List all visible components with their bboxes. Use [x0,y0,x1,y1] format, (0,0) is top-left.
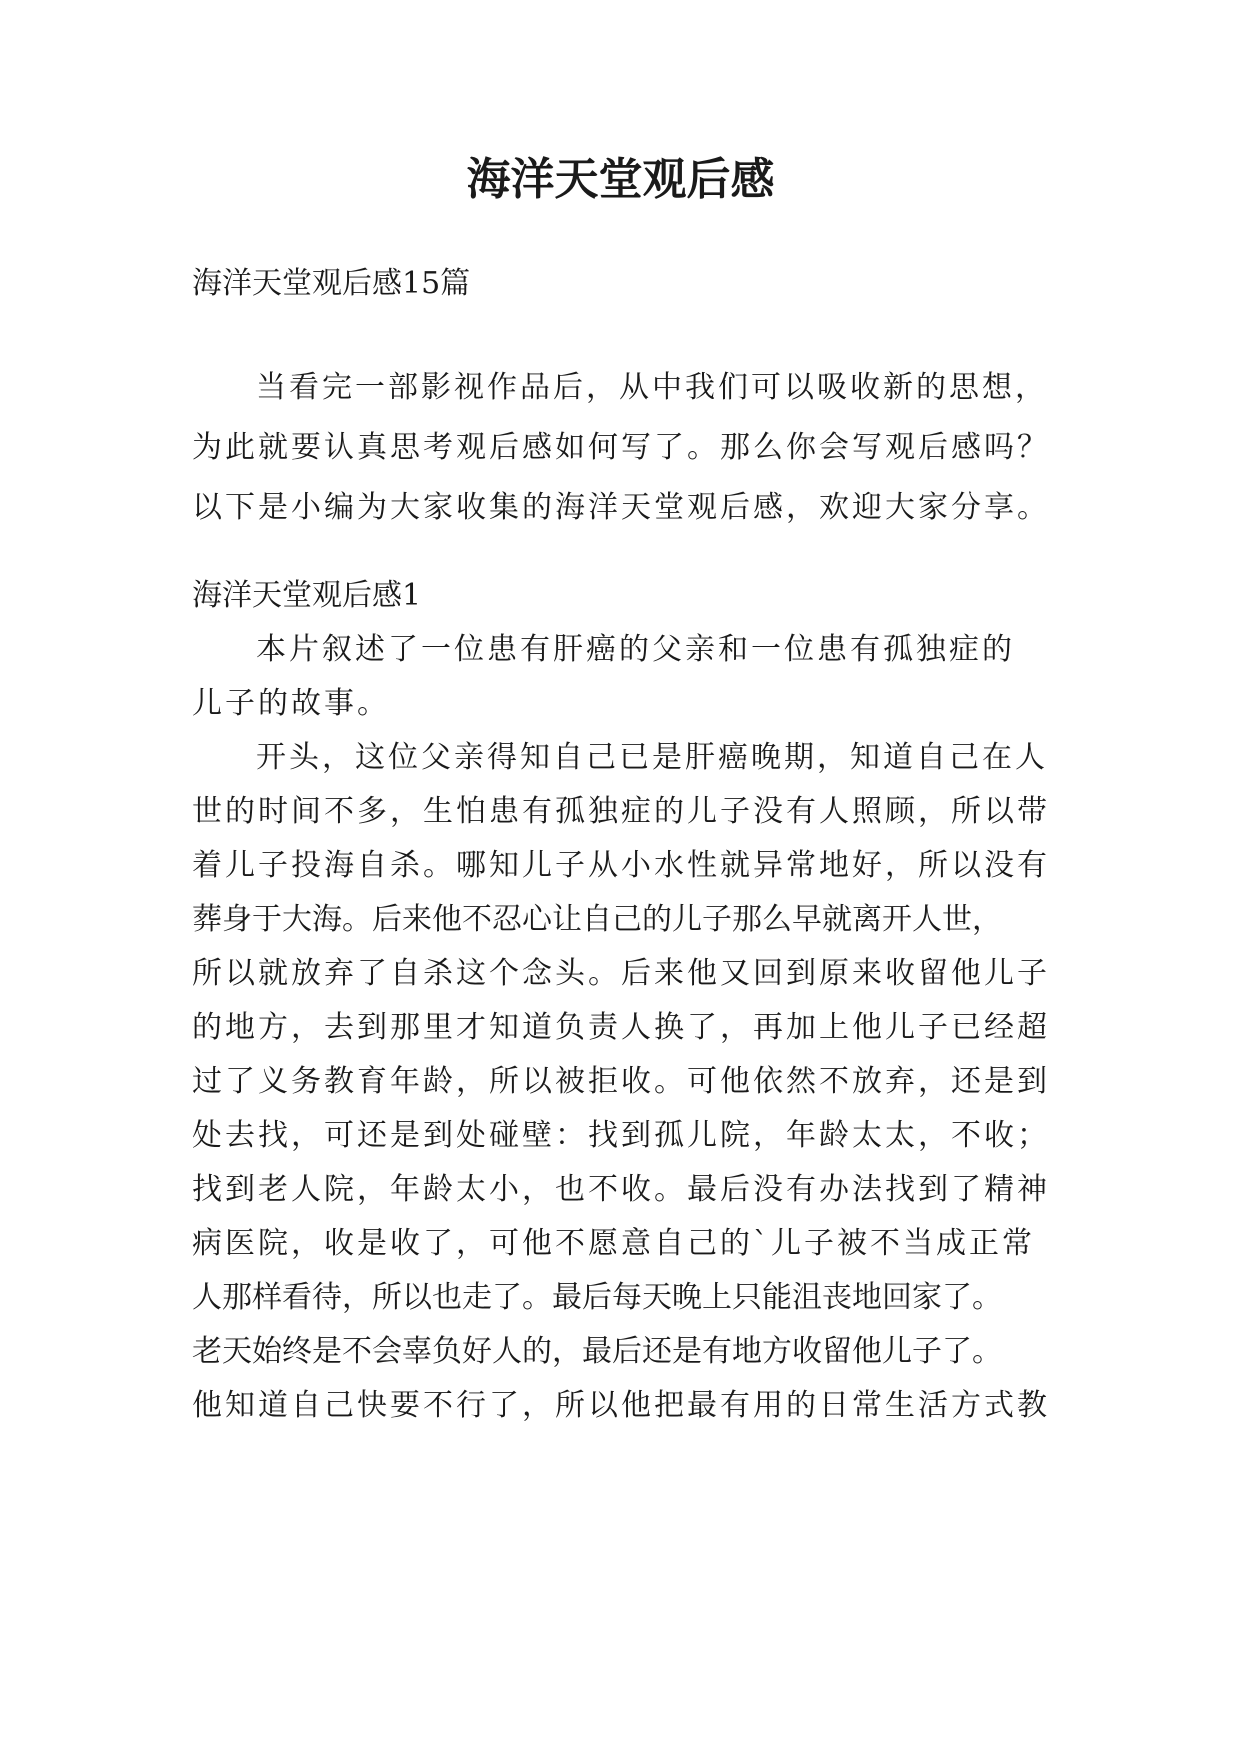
document-subtitle: 海洋天堂观后感15篇 [192,266,471,301]
section-1-para-1-line-2: 儿子的故事。 [192,686,390,721]
section-1-para-2-line-3: 着儿子投海自杀。哪知儿子从小水性就异常地好，所以没有 [192,848,1050,883]
section-1-para-2-line-4: 葬身于大海。后来他不忍心让自己的儿子那么早就离开人世， [192,902,1002,937]
intro-line-3: 以下是小编为大家收集的海洋天堂观后感，欢迎大家分享。 [192,490,1050,525]
intro-line-1: 当看完一部影视作品后，从中我们可以吸收新的思想， [256,370,1048,405]
section-1-para-2-line-5: 所以就放弃了自杀这个念头。后来他又回到原来收留他儿子 [192,956,1050,991]
section-1-para-2-line-1: 开头，这位父亲得知自己已是肝癌晚期，知道自己在人 [256,740,1048,775]
section-1-para-2-line-10: 病医院，收是收了，可他不愿意自己的`儿子被不当成正常 [192,1226,1035,1261]
section-1-para-2-line-12: 老天始终是不会辜负好人的，最后还是有地方收留他儿子了。 [192,1334,1002,1369]
section-1-para-2-line-7: 过了义务教育年龄，所以被拒收。可他依然不放弃，还是到 [192,1064,1050,1099]
section-1-heading: 海洋天堂观后感1 [192,578,422,613]
section-1-para-2-line-13: 他知道自己快要不行了，所以他把最有用的日常生活方式教 [192,1388,1050,1423]
section-1-para-2-line-6: 的地方，去到那里才知道负责人换了，再加上他儿子已经超 [192,1010,1050,1045]
document-title: 海洋天堂观后感 [466,154,775,205]
section-1-para-1-line-1: 本片叙述了一位患有肝癌的父亲和一位患有孤独症的 [256,632,1015,667]
section-1-para-2-line-11: 人那样看待，所以也走了。最后每天晚上只能沮丧地回家了。 [192,1280,1002,1315]
section-1-para-2-line-9: 找到老人院，年龄太小，也不收。最后没有办法找到了精神 [192,1172,1050,1207]
section-1-para-2-line-2: 世的时间不多，生怕患有孤独症的儿子没有人照顾，所以带 [192,794,1050,829]
intro-line-2: 为此就要认真思考观后感如何写了。那么你会写观后感吗？ [192,430,1050,465]
section-1-para-2-line-8: 处去找，可还是到处碰壁：找到孤儿院，年龄太太，不收； [192,1118,1050,1153]
